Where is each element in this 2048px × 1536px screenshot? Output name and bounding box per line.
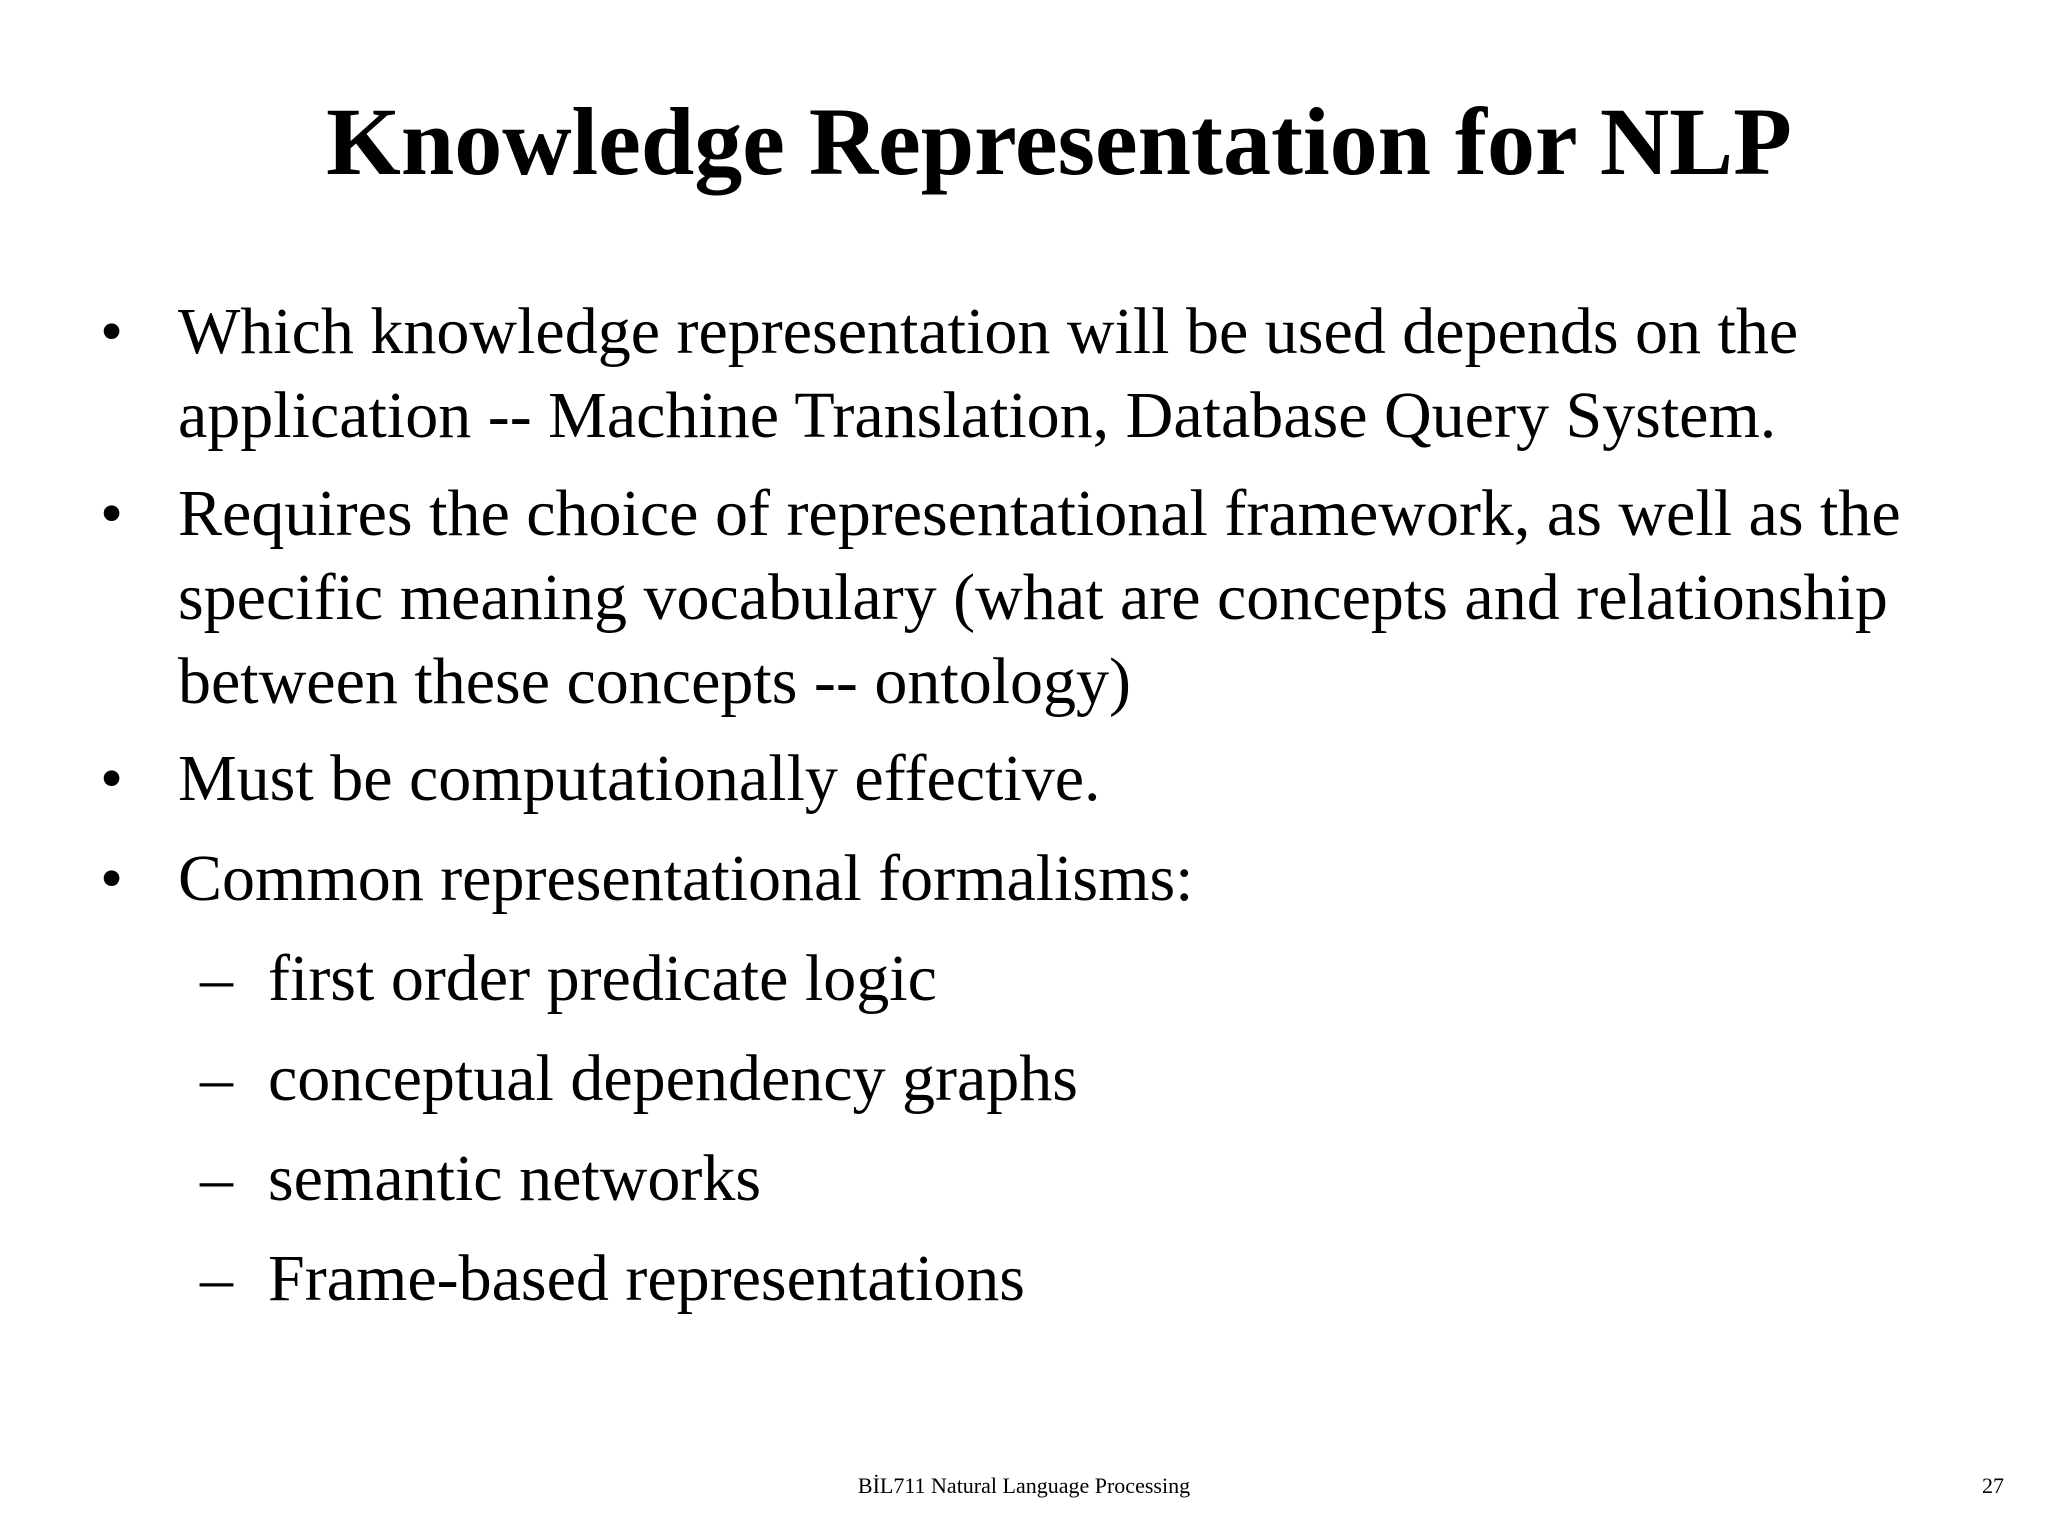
- bullet-text: Requires the choice of representational framework, as well as the specific meaning vocabulary (what are concepts and relationship between these concepts -- ontology): [178, 477, 1901, 718]
- bullet-marker: •: [100, 477, 124, 550]
- sub-bullet-text: semantic networks: [268, 1142, 762, 1215]
- sub-bullet-text: Frame-based representations: [268, 1242, 1025, 1315]
- slide-title: Knowledge Representation for NLP: [326, 88, 1792, 195]
- sub-bullet-marker: –: [200, 942, 233, 1015]
- sub-bullet-text: conceptual dependency graphs: [268, 1042, 1078, 1115]
- bullet-text: Common representational formalisms:: [178, 842, 1194, 915]
- bullet-text: Which knowledge representation will be used depends on the application -- Machine Translation, Database Query System.: [178, 295, 1799, 452]
- bullet-marker: •: [100, 742, 124, 815]
- bullet-marker: •: [100, 842, 124, 915]
- sub-bullet-text: first order predicate logic: [268, 942, 937, 1015]
- bullet-text: Must be computationally effective.: [178, 742, 1101, 815]
- sub-bullet-marker: –: [200, 1242, 233, 1315]
- footer-page-number: 27: [1982, 1473, 2004, 1498]
- sub-bullet-marker: –: [200, 1042, 233, 1115]
- sub-bullet-marker: –: [200, 1142, 233, 1215]
- bullet-marker: •: [100, 295, 124, 368]
- footer-course-label: BİL711 Natural Language Processing: [857, 1473, 1191, 1498]
